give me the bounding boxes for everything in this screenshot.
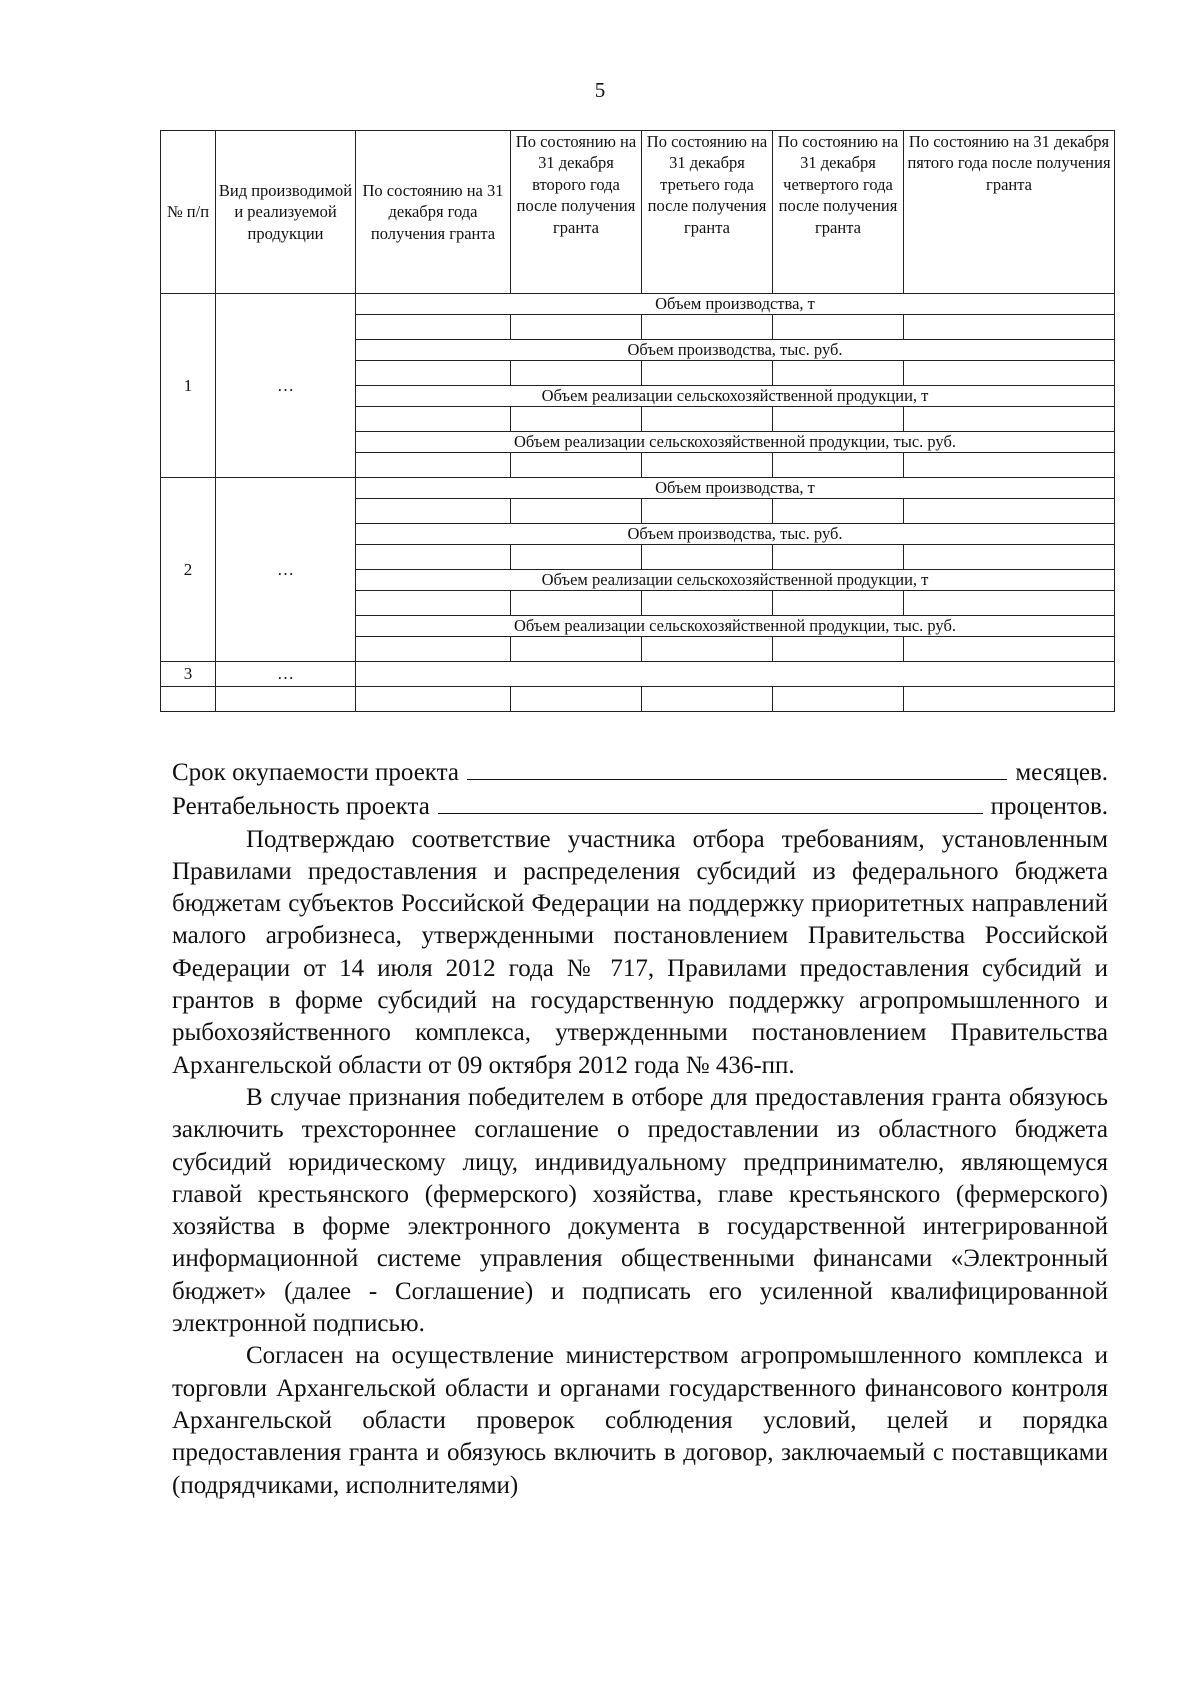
data-cell [773,637,904,662]
data-cell [904,499,1115,524]
data-cell [904,591,1115,616]
data-cell [216,687,356,712]
data-cell [356,499,511,524]
data-cell [773,315,904,340]
data-cell [511,361,642,386]
data-cell [642,315,773,340]
section-label: Объем производства, тыс. руб. [356,524,1115,545]
data-cell [642,545,773,570]
data-cell [642,361,773,386]
indicators-table [160,130,1114,729]
product-type-1: … [216,294,356,478]
section-label-row [161,294,1115,315]
data-cell [511,499,642,524]
data-cell [904,361,1115,386]
data-cell [773,361,904,386]
data-cell [511,687,642,712]
data-cell [773,453,904,478]
header-year4: По состоянию на 31 декабря четвертого года после получения гранта [773,131,904,294]
page-number: 5 [594,78,606,102]
data-cell [511,407,642,432]
data-cell [356,545,511,570]
data-cell [356,407,511,432]
section-label: Объем производства, т [356,478,1115,499]
payback-blank [467,755,1007,780]
data-cell [904,453,1115,478]
data-cell [773,591,904,616]
product-type-3: … [216,662,356,687]
section-label: Объем производства, тыс. руб. [356,340,1115,361]
data-cell [904,315,1115,340]
data-cell [642,637,773,662]
section-label: Объем реализации сельскохозяйственной продукции, т [356,386,1115,407]
header-num: № п/п [161,131,216,294]
row-number-3: 3 [161,662,216,687]
data-cell [511,637,642,662]
data-cell [773,687,904,712]
body-text [172,755,1108,1502]
data-cell [904,637,1115,662]
data-cell [642,453,773,478]
section-label: Объем реализации сельскохозяйственной продукции, т [356,570,1115,591]
header-year1: По состоянию на 31 декабря года получения гранта [356,131,511,294]
profitability-blank [438,789,983,814]
data-cell [642,687,773,712]
data-cell [511,591,642,616]
header-product: Вид производимой и реализуемой продукции [216,131,356,294]
profitability-unit: процентов. [990,793,1108,821]
data-cell [356,591,511,616]
data-cell [356,361,511,386]
paragraph-confirmation: Подтверждаю соответствие участника отбора требованиям, установленным Правилами предоставления и распределения субсидий из федерального бюджета бюджетам субъектов Российской Федерации на поддержку приоритетных направлений малого агробизнеса, утвержденными постановлением Правительства Российской Федерации от 14 июля 2012 года № 717, Правилами предоставления субсидий и грантов в форме субсидий на государственную поддержку агропромышленного и рыбохозяйственного комплекса, утвержденными постановлением Правительства Архангельской области от 09 октября 2012 года № 436-пп. [172,825,1108,1079]
section-label-row [161,478,1115,499]
paragraph-obligation: В случае признания победителем в отборе для предоставления гранта обязуюсь заключить трехстороннее соглашение о предоставлении из областного бюджета субсидий юридическому лицу, индивидуальному предпринимателю, являющемуся главой крестьянского (фермерского) хозяйства, главе крестьянского (фермерского) хозяйства в форме электронного документа в государственной интегрированной информационной системе управления общественными финансами «Электронный бюджет» (далее - Соглашение) и подписать его усиленной квалифицированной электронной подписью. [172,1083,1108,1338]
row-number-1: 1 [161,294,216,478]
data-cell [161,687,216,712]
profitability-label: Рентабельность проекта [172,793,430,821]
data-cell [356,662,1115,687]
data-cell [356,637,511,662]
payback-unit: месяцев. [1015,759,1108,786]
data-cell [356,687,511,712]
data-cell [904,545,1115,570]
data-cell [904,407,1115,432]
data-cell [773,407,904,432]
table-header-row [161,131,1115,294]
header-year5: По состоянию на 31 декабря пятого года после получения гранта [904,131,1115,294]
data-cell [642,591,773,616]
row-number-2: 2 [161,478,216,662]
section-label: Объем реализации сельскохозяйственной продукции, тыс. руб. [356,616,1115,637]
data-cell [511,545,642,570]
payback-line [172,755,1108,789]
data-cell [642,407,773,432]
data-cell [904,687,1115,712]
data-cell [773,545,904,570]
data-cell [511,453,642,478]
paragraph-consent: Согласен на осуществление министерством агропромышленного комплекса и торговли Архангельской области и органами государственного финансового контроля Архангельской области проверок соблюдения условий, целей и порядка предоставления гранта и обязуюсь включить в договор, заключаемый с поставщиками (подрядчиками, исполнителями) [172,1342,1108,1499]
table-row [161,662,1115,687]
data-cell [773,499,904,524]
data-cell [356,453,511,478]
payback-label: Срок окупаемости проекта [172,759,459,786]
table-row [161,687,1115,712]
profitability-line [172,789,1108,823]
section-label: Объем производства, т [356,294,1115,315]
header-year2: По состоянию на 31 декабря второго года после получения гранта [511,131,642,294]
product-type-2: … [216,478,356,662]
data-cell [511,315,642,340]
data-cell [356,315,511,340]
header-year3: По состоянию на 31 декабря третьего года после получения гранта [642,131,773,294]
section-label: Объем реализации сельскохозяйственной продукции, тыс. руб. [356,432,1115,453]
data-cell [642,499,773,524]
